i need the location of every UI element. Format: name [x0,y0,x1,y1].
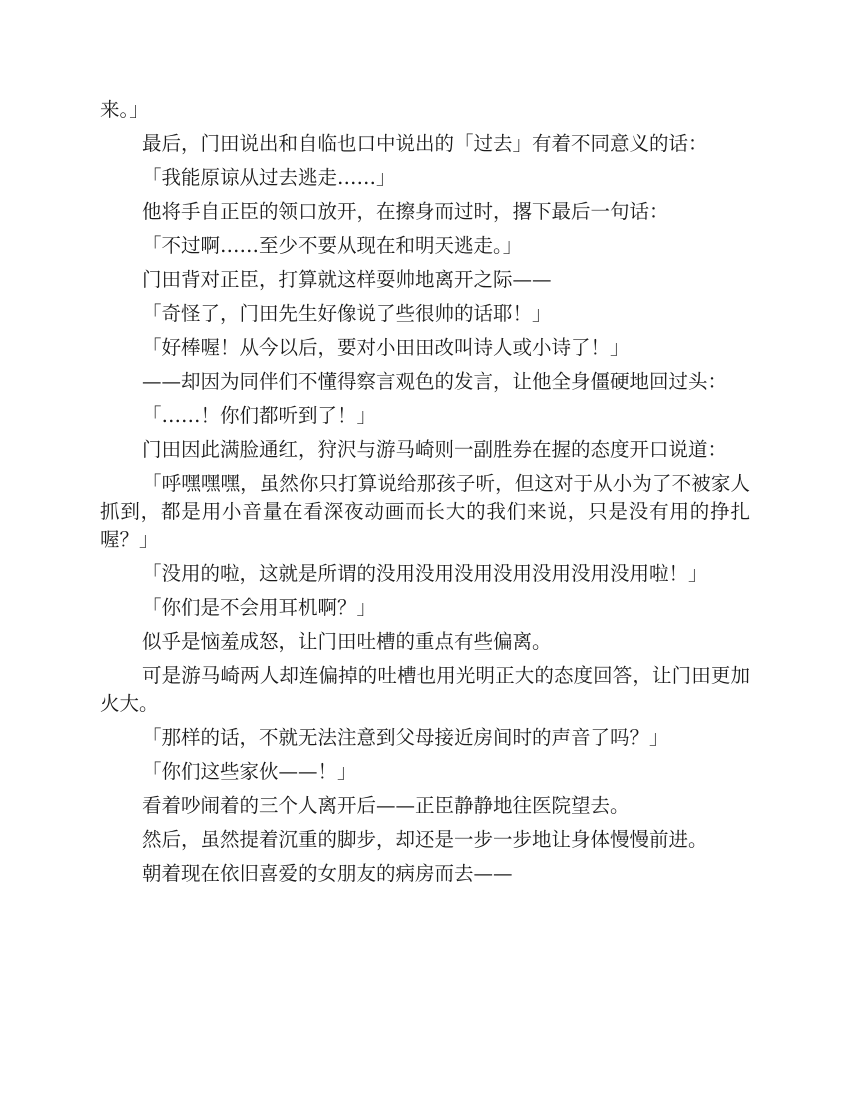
paragraph: 门田因此满脸通红，狩沢与游马崎则一副胜券在握的态度开口说道： [142,438,728,461]
document-page [100,96,750,894]
paragraph: 「呼嘿嘿嘿，虽然你只打算说给那孩子听，但这对于从小为了不被家人抓到，都是用小音量在看深夜动画而长大的我们来说，只是没有用的挣扎喔？」 [100,472,750,551]
paragraph: 朝着现在依旧喜爱的女朋友的病房而去—— [142,862,513,885]
paragraph: 「奇怪了，门田先生好像说了些很帅的话耶！」 [142,302,552,325]
paragraph: 「你们这些家伙——！」 [142,760,357,783]
paragraph: 「好棒喔！从今以后，要对小田田改叫诗人或小诗了！」 [142,336,630,359]
paragraph: 最后，门田说出和自临也口中说出的「过去」有着不同意义的话： [142,132,708,155]
paragraph: 「我能原谅从过去逃走……」 [142,166,396,189]
paragraph: 似乎是恼羞成怒，让门田吐槽的重点有些偏离。 [142,630,552,653]
paragraph: 看着吵闹着的三个人离开后——正臣静静地往医院望去。 [142,794,630,817]
paragraph: ——却因为同伴们不懂得察言观色的发言，让他全身僵硬地回过头： [142,370,728,393]
paragraph: 然后，虽然提着沉重的脚步，却还是一步一步地让身体慢慢前进。 [142,828,708,851]
paragraph: 「那样的话，不就无法注意到父母接近房间时的声音了吗？」 [142,726,669,749]
paragraph: 他将手自正臣的领口放开，在擦身而过时，撂下最后一句话： [142,200,669,223]
paragraph: 「没用的啦，这就是所谓的没用没用没用没用没用没用没用啦！」 [142,562,708,585]
paragraph: 「……！你们都听到了！」 [142,404,377,427]
paragraph: 门田背对正臣，打算就这样耍帅地离开之际—— [142,268,552,291]
paragraph: 「你们是不会用耳机啊？」 [142,596,377,619]
paragraph: 来。」 [100,98,149,121]
paragraph: 「不过啊……至少不要从现在和明天逃走。」 [142,234,523,257]
paragraph: 可是游马崎两人却连偏掉的吐槽也用光明正大的态度回答，让门田更加火大。 [100,664,750,715]
